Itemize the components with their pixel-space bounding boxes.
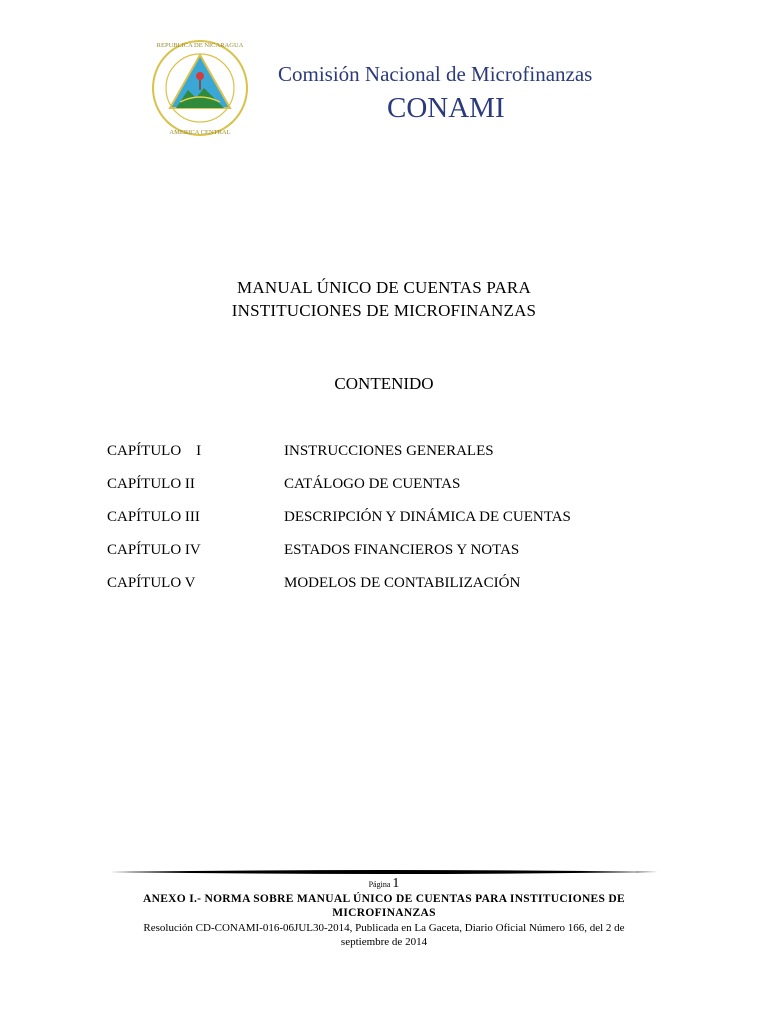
resolution-line-2: septiembre de 2014 (340, 936, 428, 948)
chapter-title: INSTRUCCIONES GENERALES (284, 443, 494, 459)
page-number-value: 1 (392, 876, 400, 891)
chapter-label: CAPÍTULO IV (107, 542, 201, 558)
chapter-label: CAPÍTULO II (107, 476, 195, 492)
organization-acronym: CONAMI (387, 92, 505, 124)
chapter-row (107, 443, 667, 476)
title-line-1: MANUAL ÚNICO DE CUENTAS PARA (237, 278, 531, 297)
chapter-row (107, 542, 667, 575)
letterhead (90, 18, 680, 148)
chapter-title: MODELOS DE CONTABILIZACIÓN (284, 575, 521, 591)
chapter-list (107, 443, 667, 608)
nicaragua-coat-of-arms-seal (150, 38, 250, 138)
chapter-row (107, 476, 667, 509)
page-footer (100, 877, 668, 949)
annex-line-2: MICROFINANZAS (332, 907, 436, 919)
chapter-label: CAPÍTULO I (107, 443, 202, 459)
chapter-row (107, 575, 667, 608)
resolution-line-1: Resolución CD-CONAMI-016-06JUL30-2014, Publicada en La Gaceta, Diario Oficial Número 166, del 2 de (143, 922, 625, 934)
annex-line-1: ANEXO I.- NORMA SOBRE MANUAL ÚNICO DE CUENTAS PARA INSTITUCIONES DE (143, 893, 625, 905)
chapter-title: ESTADOS FINANCIEROS Y NOTAS (284, 542, 520, 558)
svg-text:REPUBLICA DE NICARAGUA: REPUBLICA DE NICARAGUA (156, 42, 244, 49)
chapter-title: CATÁLOGO DE CUENTAS (284, 476, 461, 492)
page-number (100, 877, 668, 892)
organization-name: Comisión Nacional de Microfinanzas (278, 62, 593, 86)
document-title (0, 276, 768, 322)
svg-text:AMERICA CENTRAL: AMERICA CENTRAL (169, 129, 231, 136)
chapter-label: CAPÍTULO V (107, 575, 196, 591)
chapter-row (107, 509, 667, 542)
title-line-2: INSTITUCIONES DE MICROFINANZAS (231, 301, 537, 320)
contents-heading: CONTENIDO (334, 374, 434, 393)
annex-title (100, 892, 668, 920)
page-label: Página (368, 880, 391, 889)
footer-divider (110, 869, 658, 875)
chapter-label: CAPÍTULO III (107, 509, 200, 525)
resolution-note (100, 921, 668, 949)
chapter-title: DESCRIPCIÓN Y DINÁMICA DE CUENTAS (284, 509, 571, 525)
